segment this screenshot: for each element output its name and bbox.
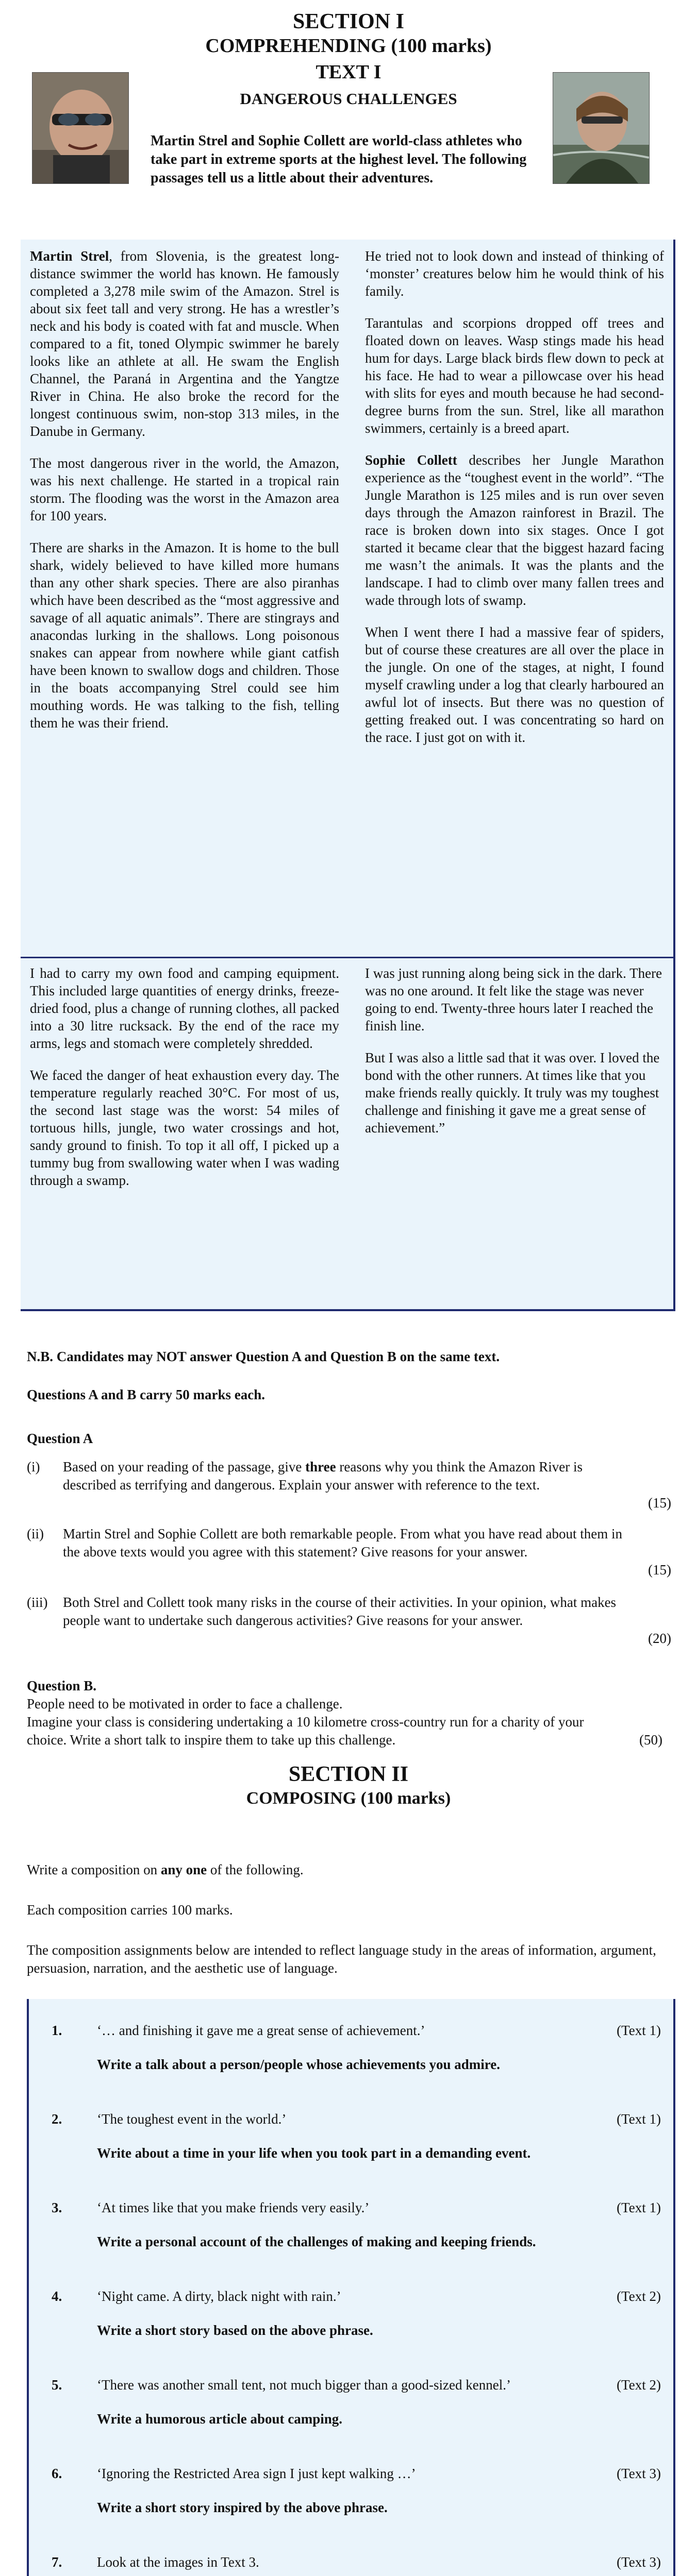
composition-task: Write about a time in your life when you took part in a demanding event. — [97, 2145, 531, 2161]
question-a-item — [27, 1594, 671, 1650]
composition-source: (Text 3) — [617, 2466, 661, 2481]
composition-areas: The composition assignments below are intended to reflect language study in the areas of information, argument, persuasion, narration, and the aesthetic use of language. — [27, 1942, 656, 1976]
composition-quote: Look at the images in Text 3. — [97, 2554, 259, 2570]
question-a-item — [27, 1525, 671, 1582]
question-text: Based on your reading of the passage, give three reasons why you think the Amazon River is described as terrifying and dangerous. Explain your answer with reference to the text. — [63, 1459, 583, 1493]
martin-strel-photo — [32, 72, 129, 184]
composition-task: Write a talk about a person/people whose achievements you admire. — [97, 2057, 500, 2072]
passage-intro: Martin Strel and Sophie Collett are world-class athletes who take part in extreme sports at the highest level. The following passages tell us a little about their adventures. — [151, 133, 527, 186]
question-a-title: Question A — [27, 1431, 93, 1446]
composition-quote: ‘Night came. A dirty, black night with rain.’ — [97, 2289, 341, 2304]
question-marks: (20) — [648, 1631, 671, 1646]
composition-quote: ‘The toughest event in the world.’ — [97, 2111, 287, 2127]
composition-number: 6. — [52, 2466, 62, 2481]
composition-number: 1. — [52, 2023, 62, 2038]
runner-in-swamp-image — [553, 73, 649, 183]
composition-source: (Text 2) — [617, 2289, 661, 2304]
composition-source: (Text 3) — [617, 2554, 661, 2570]
composition-marks: Each composition carries 100 marks. — [27, 1902, 233, 1918]
composition-quote: ‘There was another small tent, not much bigger than a good-sized kennel.’ — [97, 2377, 511, 2393]
composition-source: (Text 1) — [617, 2023, 661, 2038]
question-number: (ii) — [27, 1526, 44, 1541]
name-collett: Sophie Collett — [365, 452, 457, 468]
composition-source: (Text 1) — [617, 2111, 661, 2127]
composition-task: Write a short story based on the above phrase. — [97, 2323, 373, 2338]
passage-paragraph: He tried not to look down and instead of thinking of ‘monster’ creatures below him he would think of his family. — [365, 248, 664, 299]
text-label: TEXT I — [316, 61, 381, 83]
sophie-collett-photo — [553, 72, 650, 184]
question-number: (i) — [27, 1459, 40, 1475]
composition-quote: ‘At times like that you make friends very easily.’ — [97, 2200, 370, 2215]
composition-source: (Text 1) — [617, 2200, 661, 2215]
question-b-line2: Imagine your class is considering undertaking a 10 kilometre cross-country run for a charity of your choice. Write a short talk to inspire them to take up this challenge. — [27, 1714, 584, 1748]
passage-paragraph: We faced the danger of heat exhaustion every day. The temperature regularly reached 30°C. For most of us, the second last stage was the worst: 54 miles of tortuous hills, jungle, two water crossings and hot, sandy ground to finish. To top it all off, I picked up a tummy bug from swallowing water when I was wading through a swamp. — [30, 1067, 339, 1188]
passage-paragraph: Martin Strel, from Slovenia, is the greatest long-distance swimmer the world has known. He famously completed a 3,278 mile swim of the Amazon. Strel is about six feet tall and very strong. He has a wrestler’s neck and his body is coated with fat and muscle. When compared to a fit, toned Olympic swimmer he barely looks like an athlete at all. He swam the English Channel, the Paraná in Argentina and the Yangtze River in China. He also broke the record for the longest continuous swim, non-stop 313 miles, in the Danube in Germany. — [30, 248, 339, 439]
question-text: Both Strel and Collett took many risks in the course of their activities. In your opinion, what makes people want to undertake such dangerous activities? Give reasons for your answer. — [63, 1595, 617, 1628]
marks-instruction: Questions A and B carry 50 marks each. — [27, 1387, 265, 1402]
section-subtitle: COMPOSING (100 marks) — [246, 1789, 451, 1808]
question-text: Martin Strel and Sophie Collett are both remarkable people. From what you have read about them in the above texts would you agree with this statement? Give reasons for your answer. — [63, 1526, 622, 1560]
question-number: (iii) — [27, 1595, 48, 1610]
composition-number: 5. — [52, 2377, 62, 2393]
composition-quote: ‘Ignoring the Restricted Area sign I just kept walking …’ — [97, 2466, 416, 2481]
composition-source: (Text 2) — [617, 2377, 661, 2393]
passage-paragraph: Tarantulas and scorpions dropped off trees and floated down on leaves. Wasp stings made his head hum for days. Large black birds flew down to peck at his face. He had to wear a pillowcase over his head with slits for eyes and mouth because he had second-degree burns from the sun. Strel, like all marathon swimmers, certainly is a breed apart. — [365, 315, 664, 436]
composition-number: 4. — [52, 2289, 62, 2304]
passage-left-column — [30, 247, 339, 746]
composition-number: 3. — [52, 2200, 62, 2215]
composition-task: Write a humorous article about camping. — [97, 2411, 342, 2427]
composition-quote: ‘… and finishing it gave me a great sense of achievement.’ — [97, 2023, 425, 2038]
question-b-marks: (50) — [639, 1732, 662, 1748]
question-a-item — [27, 1458, 671, 1515]
swimmer-portrait-image — [32, 73, 128, 183]
composition-task: Write a personal account of the challenges of making and keeping friends. — [97, 2234, 536, 2249]
composition-task: Write a short story inspired by the above phrase. — [97, 2500, 388, 2515]
question-b-line1: People need to be motivated in order to face a challenge. — [27, 1696, 343, 1711]
passage-paragraph: When I went there I had a massive fear of spiders, but of course these creatures are all over the place in the jungle. On one of the stages, at night, I found myself crawling under a log that clearly harboured an awful lot of insects. But there was no question of getting freaked out. I was concentrating so hard on the race. I just got on with it. — [365, 624, 664, 745]
passage-paragraph: There are sharks in the Amazon. It is home to the bull shark, widely believed to have killed more humans than any other shark species. There are also piranhas which have been described as the “most aggressive and savage of all aquatic animals”. There are stingrays and anacondas lurking in the shallows. Long poisonous snakes can appear from nowhere while giant catfish have been known to swallow dogs and children. Those in the boats accompanying Strel could see him mouthing words. He was talking to the fish, telling them he was their friend. — [30, 540, 339, 731]
passage-paragraph: I had to carry my own food and camping equipment. This included large quantities of energy drinks, freeze-dried food, plus a change of running clothes, all packed into a 30 litre rucksack. By the end of the race my arms, legs and stomach were completely shredded. — [30, 965, 339, 1051]
passage-lower-right — [365, 964, 664, 1151]
panel-divider — [21, 957, 675, 958]
question-marks: (15) — [648, 1562, 671, 1578]
question-marks: (15) — [648, 1495, 671, 1511]
nb-instruction: N.B. Candidates may NOT answer Question A and Question B on the same text. — [27, 1349, 500, 1364]
passage-paragraph: I was just running along being sick in the dark. There was no one around. It felt like the stage was never going to end. Twenty-three hours later I reached the finish line. — [365, 965, 662, 1033]
section-title: SECTION I — [293, 10, 404, 33]
passage-paragraph: The most dangerous river in the world, the Amazon, was his next challenge. He started in a tropical rain storm. The flooding was the worst in the Amazon area for 100 years. — [30, 455, 339, 523]
question-b-title: Question B. — [27, 1678, 97, 1693]
composition-number: 7. — [52, 2554, 62, 2570]
passage-right-column — [365, 247, 664, 760]
name-strel: Martin Strel — [30, 248, 109, 264]
composition-number: 2. — [52, 2111, 62, 2127]
passage-lower-left — [30, 964, 339, 1204]
passage-paragraph: Sophie Collett describes her Jungle Marathon experience as the “toughest event in the world”. “The Jungle Marathon is 125 miles and is run over seven days through the Amazon rainforest in Brazil. The race is broken down into six stages. Once I got started it became clear that the biggest hazard facing me wasn’t the animals. It was the plants and the landscape. I had to climb over many fallen trees and wade through lots of swamp. — [365, 452, 664, 608]
passage-paragraph: But I was also a little sad that it was over. I loved the bond with the other runners. At times like that you make friends really quickly. It truly was my toughest challenge and finishing it gave me a great sense of achievement.” — [365, 1050, 660, 1136]
composition-instruction: Write a composition on any one of the following. — [27, 1862, 304, 1877]
section-subtitle: COMPREHENDING (100 marks) — [205, 35, 492, 57]
passage-title: DANGEROUS CHALLENGES — [240, 90, 457, 108]
section-title: SECTION II — [288, 1762, 409, 1786]
section2-header — [0, 1762, 697, 1810]
